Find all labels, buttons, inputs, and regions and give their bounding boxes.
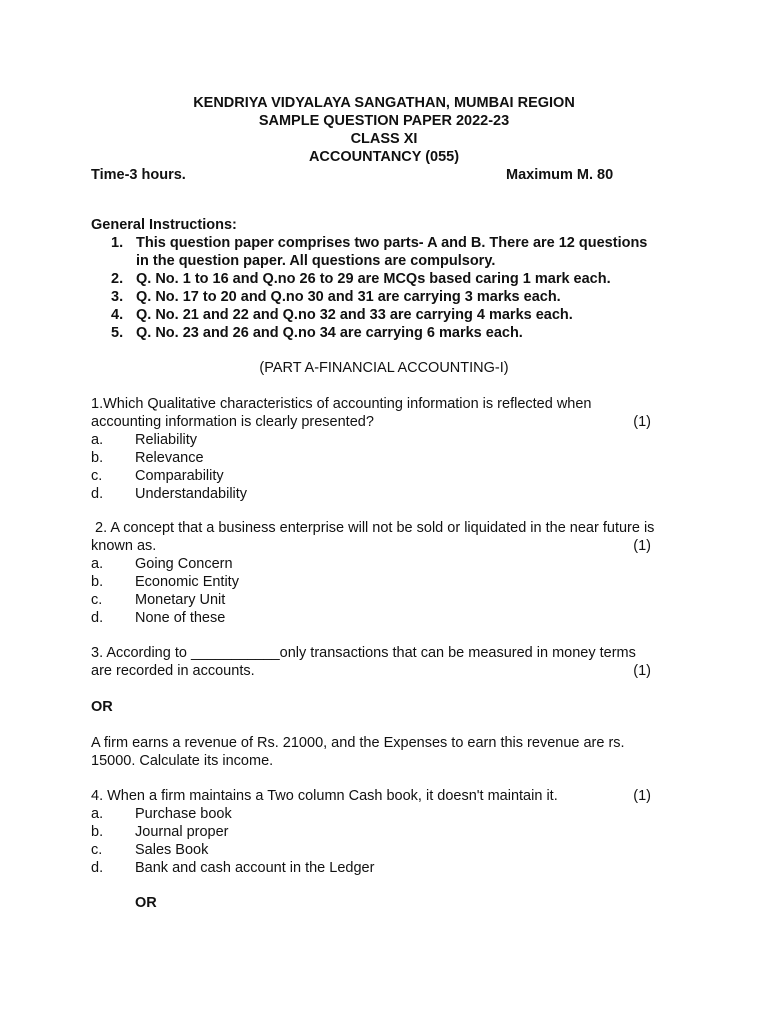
question-1 <box>91 395 666 503</box>
option-text: Sales Book <box>135 842 209 858</box>
option-d <box>91 609 671 627</box>
question-1-text-cont <box>91 413 666 431</box>
question-2-text: 2. A concept that a business enterprise will not be sold or liquidated in the near future is <box>91 520 655 536</box>
question-4-marks: (1) <box>633 788 651 804</box>
option-letter: b. <box>91 450 104 466</box>
header-paper-title: SAMPLE QUESTION PAPER 2022-23 <box>258 113 510 129</box>
option-text: Understandability <box>135 486 248 502</box>
question-2-text-cont <box>91 537 671 555</box>
instruction-item <box>91 270 681 288</box>
option-c <box>91 467 666 485</box>
instruction-item <box>91 306 681 324</box>
option-d <box>91 859 666 877</box>
instruction-number: 1. <box>111 235 124 251</box>
option-text: Comparability <box>135 468 224 484</box>
question-3-text: 3. According to ___________only transactions that can be measured in money terms <box>91 645 636 661</box>
option-letter: d. <box>91 860 104 876</box>
header-organization: KENDRIYA VIDYALAYA SANGATHAN, MUMBAI REGION <box>193 95 575 111</box>
option-a <box>91 431 666 449</box>
option-a <box>91 555 671 573</box>
general-instructions <box>91 216 681 342</box>
option-letter: b. <box>91 574 104 590</box>
instruction-number: 4. <box>111 307 124 323</box>
question-2-text-line2: known as. <box>91 538 157 554</box>
time-marks-row <box>91 166 631 184</box>
instruction-item <box>91 234 681 270</box>
question-2-options <box>91 555 671 627</box>
option-text: Relevance <box>135 450 204 466</box>
question-1-text-line2: accounting information is clearly presented? <box>91 414 374 430</box>
question-1-text: 1.Which Qualitative characteristics of accounting information is reflected when <box>91 396 592 412</box>
option-b <box>91 573 671 591</box>
option-letter: a. <box>91 806 104 822</box>
instruction-number: 3. <box>111 289 124 305</box>
option-text: Economic Entity <box>135 574 239 590</box>
question-1-marks: (1) <box>633 414 651 430</box>
option-text: Going Concern <box>135 556 233 572</box>
instruction-text: Q. No. 1 to 16 and Q.no 26 to 29 are MCQs based caring 1 mark each. <box>136 271 611 287</box>
option-text: Journal proper <box>135 824 229 840</box>
option-c <box>91 841 666 859</box>
option-text: Bank and cash account in the Ledger <box>135 860 375 876</box>
instruction-item <box>91 324 681 342</box>
question-1-options <box>91 431 666 503</box>
instructions-list <box>91 234 681 342</box>
header-class: CLASS XI <box>350 131 418 147</box>
option-letter: a. <box>91 432 104 448</box>
question-3-alt-text: A firm earns a revenue of Rs. 21000, and the Expenses to earn this revenue are rs. <box>91 735 625 751</box>
instruction-number: 5. <box>111 325 124 341</box>
paper-header <box>0 94 768 166</box>
question-3-alt-text-cont: 15000. Calculate its income. <box>91 753 274 769</box>
question-3-text-cont <box>91 662 666 680</box>
part-title: (PART A-FINANCIAL ACCOUNTING-I) <box>259 360 509 376</box>
option-letter: c. <box>91 592 103 608</box>
instruction-item <box>91 288 681 306</box>
option-b <box>91 823 666 841</box>
time-allowed: Time-3 hours. <box>91 167 186 183</box>
question-4-text-row <box>91 787 666 805</box>
option-d <box>91 485 666 503</box>
question-4-text: 4. When a firm maintains a Two column Cash book, it doesn't maintain it. <box>91 788 558 804</box>
option-letter: d. <box>91 486 104 502</box>
option-text: Monetary Unit <box>135 592 226 608</box>
question-3 <box>91 644 666 680</box>
option-text: Purchase book <box>135 806 232 822</box>
option-letter: a. <box>91 556 104 572</box>
instruction-text: This question paper comprises two parts- A and B. There are 12 questions <box>136 235 648 251</box>
question-2 <box>91 519 671 627</box>
instruction-number: 2. <box>111 271 124 287</box>
question-4 <box>91 787 666 877</box>
option-text: None of these <box>135 610 226 626</box>
question-3-marks: (1) <box>633 663 651 679</box>
instruction-text: Q. No. 21 and 22 and Q.no 32 and 33 are carrying 4 marks each. <box>136 307 573 323</box>
question-3-alternative <box>91 734 666 770</box>
or-label: OR <box>135 895 157 911</box>
question-4-options <box>91 805 666 877</box>
option-text: Reliability <box>135 432 198 448</box>
option-b <box>91 449 666 467</box>
option-letter: c. <box>91 842 103 858</box>
instruction-text: Q. No. 17 to 20 and Q.no 30 and 31 are carrying 3 marks each. <box>136 289 561 305</box>
instructions-title: General Instructions: <box>91 217 237 233</box>
maximum-marks: Maximum M. 80 <box>506 167 614 183</box>
instruction-text-cont: in the question paper. All questions are compulsory. <box>136 253 496 269</box>
option-c <box>91 591 671 609</box>
header-subject: ACCOUNTANCY (055) <box>308 149 460 165</box>
question-2-marks: (1) <box>633 538 651 554</box>
option-a <box>91 805 666 823</box>
instruction-text: Q. No. 23 and 26 and Q.no 34 are carrying 6 marks each. <box>136 325 523 341</box>
question-3-text-line2: are recorded in accounts. <box>91 663 255 679</box>
option-letter: c. <box>91 468 103 484</box>
or-label: OR <box>91 699 113 715</box>
option-letter: b. <box>91 824 104 840</box>
option-letter: d. <box>91 610 104 626</box>
